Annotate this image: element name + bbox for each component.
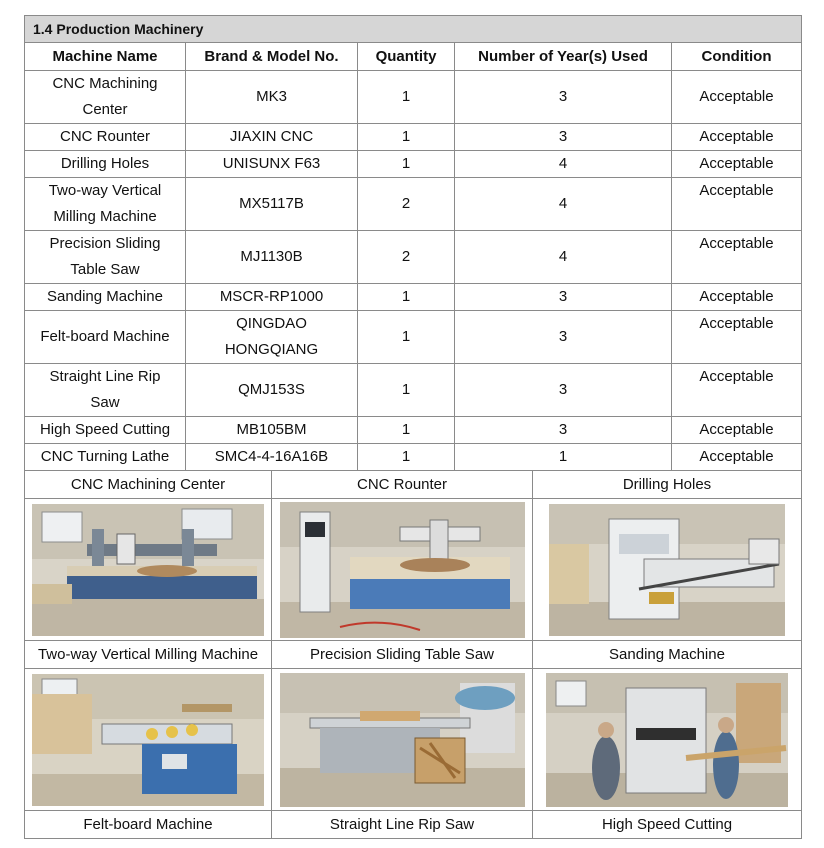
cnc-rounter-photo — [280, 502, 525, 638]
cell-condition: Acceptable — [672, 231, 802, 284]
table-row — [25, 284, 802, 311]
photo-caption: CNC Machining Center — [25, 471, 272, 499]
header-quantity: Quantity — [358, 43, 455, 71]
cell-model: MJ1130B — [186, 231, 358, 284]
cell-machine-name: High Speed Cutting — [25, 417, 186, 444]
photo-caption: Sanding Machine — [533, 641, 802, 669]
section-title: 1.4 Production Machinery — [25, 16, 802, 43]
cell-model: MSCR-RP1000 — [186, 284, 358, 311]
cell-model: MK3 — [186, 71, 358, 124]
table-row — [25, 417, 802, 444]
machinery-document — [24, 15, 801, 839]
photo-caption: Drilling Holes — [533, 471, 802, 499]
table-row — [25, 151, 802, 178]
cell-years: 3 — [455, 311, 672, 364]
photo-caption: Felt-board Machine — [25, 811, 272, 839]
cell-quantity: 1 — [358, 311, 455, 364]
photo-cell — [272, 669, 533, 811]
cell-machine-name: CNC Rounter — [25, 124, 186, 151]
table-row — [25, 231, 802, 284]
photo-caption: High Speed Cutting — [533, 811, 802, 839]
header-years-used: Number of Year(s) Used — [455, 43, 672, 71]
cell-quantity: 1 — [358, 124, 455, 151]
cell-condition: Acceptable — [672, 311, 802, 364]
cell-condition: Acceptable — [672, 151, 802, 178]
two-way-vertical-milling-machine-photo — [32, 674, 264, 806]
cell-quantity: 1 — [358, 417, 455, 444]
cell-quantity: 1 — [358, 364, 455, 417]
cell-years: 4 — [455, 151, 672, 178]
cell-machine-name: Precision Sliding Table Saw — [25, 231, 186, 284]
cell-years: 1 — [455, 444, 672, 471]
cell-years: 3 — [455, 364, 672, 417]
cell-machine-name: Felt-board Machine — [25, 311, 186, 364]
photo-cell — [272, 499, 533, 641]
drilling-holes-photo — [549, 504, 785, 636]
table-row — [25, 71, 802, 124]
cell-machine-name: Straight Line Rip Saw — [25, 364, 186, 417]
cell-quantity: 2 — [358, 178, 455, 231]
photo-caption: Two-way Vertical Milling Machine — [25, 641, 272, 669]
cell-quantity: 2 — [358, 231, 455, 284]
cell-years: 3 — [455, 417, 672, 444]
cell-model: SMC4-4-16A16B — [186, 444, 358, 471]
cell-machine-name: Two-way Vertical Milling Machine — [25, 178, 186, 231]
cell-condition: Acceptable — [672, 71, 802, 124]
photo-caption: CNC Rounter — [272, 471, 533, 499]
table-row — [25, 444, 802, 471]
photo-cell — [533, 669, 802, 811]
cell-years: 4 — [455, 178, 672, 231]
table-row — [25, 178, 802, 231]
cell-model: JIAXIN CNC — [186, 124, 358, 151]
header-condition: Condition — [672, 43, 802, 71]
cell-machine-name: CNC Turning Lathe — [25, 444, 186, 471]
cell-model: QINGDAO HONGQIANG — [186, 311, 358, 364]
cell-condition: Acceptable — [672, 444, 802, 471]
cell-quantity: 1 — [358, 444, 455, 471]
cell-model: MX5117B — [186, 178, 358, 231]
table-row — [25, 124, 802, 151]
photo-caption: Precision Sliding Table Saw — [272, 641, 533, 669]
precision-sliding-table-saw-photo — [280, 673, 525, 807]
cell-model: UNISUNX F63 — [186, 151, 358, 178]
cnc-machining-center-photo — [32, 504, 264, 636]
photo-grid — [24, 470, 802, 839]
cell-quantity: 1 — [358, 71, 455, 124]
table-row — [25, 364, 802, 417]
sanding-machine-photo — [546, 673, 788, 807]
photo-cell — [533, 499, 802, 641]
cell-condition: Acceptable — [672, 178, 802, 231]
cell-model: QMJ153S — [186, 364, 358, 417]
cell-machine-name: Sanding Machine — [25, 284, 186, 311]
cell-condition: Acceptable — [672, 124, 802, 151]
cell-years: 3 — [455, 124, 672, 151]
cell-machine-name: Drilling Holes — [25, 151, 186, 178]
cell-model: MB105BM — [186, 417, 358, 444]
cell-years: 3 — [455, 284, 672, 311]
cell-quantity: 1 — [358, 284, 455, 311]
header-brand-model: Brand & Model No. — [186, 43, 358, 71]
header-machine-name: Machine Name — [25, 43, 186, 71]
cell-condition: Acceptable — [672, 284, 802, 311]
cell-condition: Acceptable — [672, 364, 802, 417]
table-header-row — [25, 43, 802, 71]
cell-years: 3 — [455, 71, 672, 124]
cell-condition: Acceptable — [672, 417, 802, 444]
photo-cell — [25, 669, 272, 811]
photo-cell — [25, 499, 272, 641]
cell-years: 4 — [455, 231, 672, 284]
machinery-table — [24, 15, 802, 471]
photo-caption: Straight Line Rip Saw — [272, 811, 533, 839]
cell-machine-name: CNC Machining Center — [25, 71, 186, 124]
table-row — [25, 311, 802, 364]
cell-quantity: 1 — [358, 151, 455, 178]
